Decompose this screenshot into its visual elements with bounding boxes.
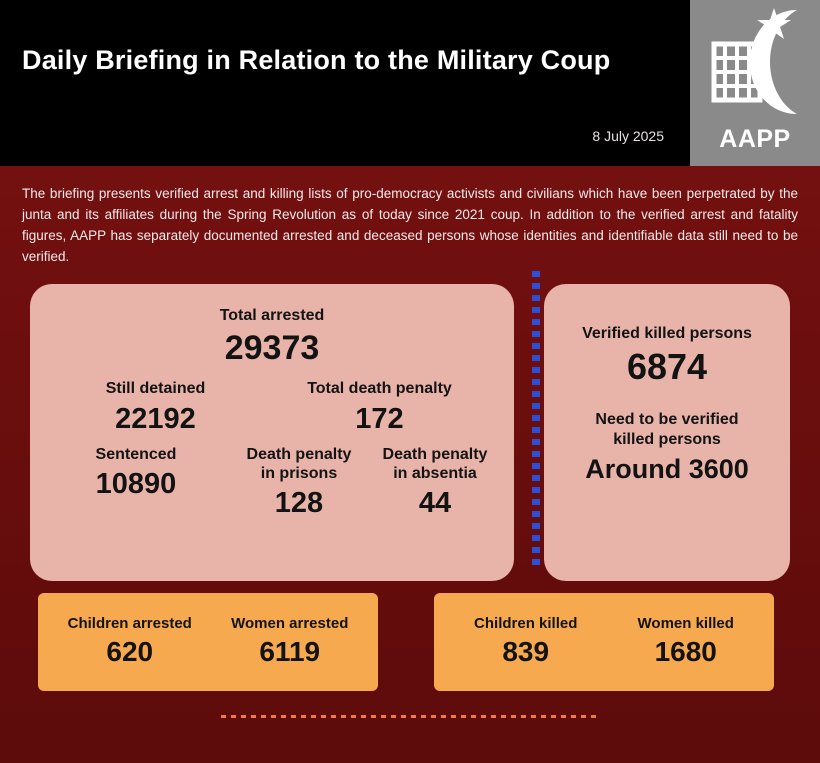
total-death-penalty-value: 172	[355, 402, 404, 435]
header	[0, 0, 820, 166]
detained-deathpenalty-row	[48, 379, 496, 436]
sentenced-value: 10890	[95, 468, 177, 500]
intro-paragraph: The briefing presents verified arrest and killing lists of pro-democracy activists and civilians which have been perpetrated by the junta and its affiliates during the Spring Revolution as of today since 2021 coup. In addition to the verified arrest and fatality figures, AAPP has separately documented arrested and deceased persons whose identities and identifiable data still need to be verified.	[22, 186, 798, 264]
logo-text: AAPP	[719, 125, 791, 153]
orange-stats-row	[0, 581, 820, 691]
arrest-stats-card	[30, 284, 514, 581]
women-killed-label: Women killed	[637, 615, 734, 633]
death-penalty-prisons-value: 128	[274, 487, 324, 520]
header-left	[0, 0, 690, 166]
sentenced-block	[48, 445, 224, 502]
women-arrested-value: 6119	[259, 636, 321, 668]
verified-killed-label: Verified killed persons	[582, 324, 752, 342]
logo-block	[690, 0, 820, 166]
arrested-demographics-bar	[38, 593, 378, 691]
women-killed-block	[638, 615, 734, 668]
total-arrested-block	[48, 306, 496, 370]
death-penalty-absentia-value: 44	[418, 487, 452, 520]
stats-cards-row	[0, 276, 820, 581]
women-killed-value: 1680	[654, 636, 717, 668]
need-verified-killed-label-line1: Need to be verified	[595, 410, 739, 428]
vertical-dotted-divider	[532, 271, 540, 571]
verified-killed-block	[558, 324, 776, 388]
page-title: Daily Briefing in Relation to the Military Coup	[22, 45, 611, 75]
briefing-date: 8 July 2025	[592, 128, 664, 144]
still-detained-value: 22192	[115, 402, 196, 435]
death-penalty-prisons-block	[224, 445, 374, 522]
death-penalty-prisons-label-line2: in prisons	[260, 465, 338, 482]
death-penalty-absentia-block	[374, 445, 496, 522]
children-killed-label: Children killed	[474, 615, 578, 633]
bottom-dotted-rule	[221, 715, 599, 718]
sentenced-penalties-row	[48, 445, 496, 522]
need-verified-killed-label-line2: killed persons	[613, 430, 721, 448]
need-verified-killed-value: Around 3600	[585, 453, 749, 484]
death-penalty-prisons-label-line1: Death penalty	[246, 445, 352, 463]
death-penalty-absentia-label-line1: Death penalty	[382, 445, 488, 463]
crescent-star-prison-window-icon	[698, 6, 812, 118]
total-death-penalty-block	[263, 379, 496, 436]
total-death-penalty-label: Total death penalty	[307, 380, 452, 398]
children-arrested-block	[68, 615, 192, 668]
killed-demographics-bar	[434, 593, 774, 691]
death-penalty-absentia-label-line2: in absentia	[393, 465, 477, 482]
still-detained-block	[48, 379, 263, 436]
children-arrested-value: 620	[106, 636, 154, 668]
total-arrested-value: 29373	[224, 328, 320, 367]
women-arrested-block	[231, 615, 348, 668]
sentenced-label: Sentenced	[95, 445, 177, 463]
children-killed-value: 839	[502, 636, 550, 668]
total-arrested-label: Total arrested	[219, 306, 325, 324]
verified-killed-value: 6874	[626, 345, 708, 387]
killed-stats-card	[544, 284, 790, 581]
children-arrested-label: Children arrested	[67, 615, 192, 633]
need-verified-killed-block	[558, 410, 776, 485]
still-detained-label: Still detained	[105, 380, 206, 398]
women-arrested-label: Women arrested	[231, 615, 349, 633]
children-killed-block	[474, 615, 577, 668]
